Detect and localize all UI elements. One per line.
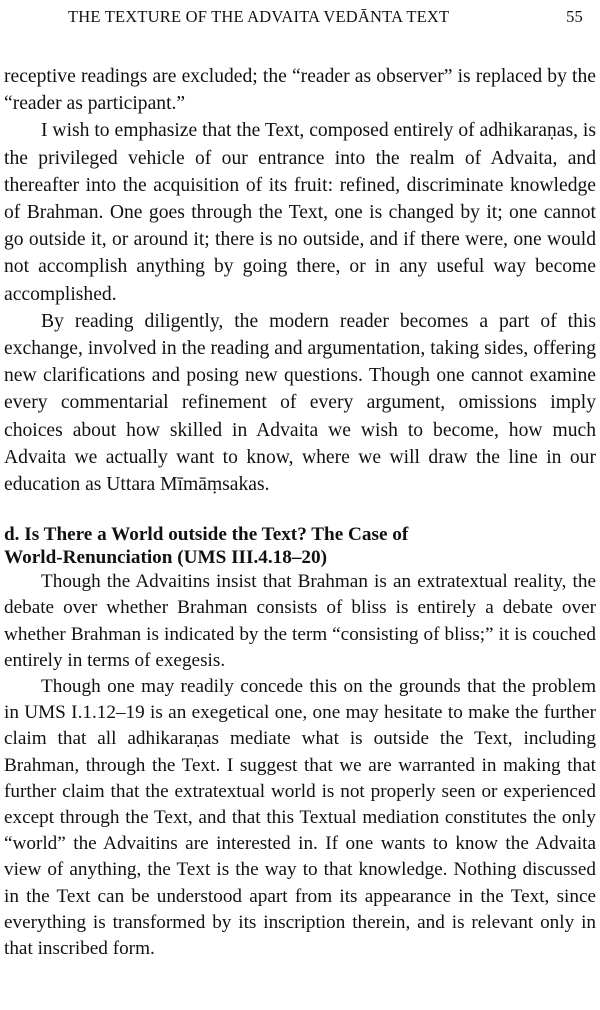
section-heading-line-1: d. Is There a World outside the Text? The Case of bbox=[4, 524, 409, 546]
paragraph-privileged-vehicle: I wish to emphasize that the Text, composed entirely of adhikaraṇas, is the privileged vehicle of our entrance into the realm of Advaita, and thereafter into the acquisition of its fruit: refined, discriminate knowledge of Brahman. One goes through the Text, one is changed by it; one cannot go outside it, or around it; there is no outside, and if there were, one would not accomplish anything by going there, or in any useful way become accomplished. bbox=[4, 120, 596, 305]
section-body bbox=[4, 569, 596, 962]
running-head: THE TEXTURE OF THE ADVAITA VEDĀNTA TEXT bbox=[68, 7, 450, 26]
section-heading-line-2: World-Renunciation (UMS III.4.18–20) bbox=[4, 547, 328, 569]
page-header bbox=[0, 6, 600, 28]
paragraph-continued: receptive readings are excluded; the “reader as observer” is replaced by the “reader as participant.” bbox=[4, 66, 596, 115]
paragraph-reading-diligently: By reading diligently, the modern reader becomes a part of this exchange, involved in the reading and argumentation, taking sides, offering new clarifications and posing new questions. Though one cannot examine every commentarial refinement of every argument, omissions imply choices about how skilled in Advaita we wish to become, how much Advaita we actually want to know, where we will draw the line in our education as Uttara Mīmāṃsakas. bbox=[4, 310, 596, 496]
page-number: 55 bbox=[566, 7, 583, 26]
page-body bbox=[4, 63, 596, 962]
paragraph-extratextual-reality: Though the Advaitins insist that Brahman is an extratextual reality, the debate over whether Brahman consists of bliss is entirely a debate over whether Brahman is indicated by the term “consisting of bliss;” it is couched entirely in terms of exegesis. bbox=[4, 571, 596, 671]
section-heading bbox=[4, 523, 596, 569]
paragraph-textual-mediation: Though one may readily concede this on the grounds that the problem in UMS I.1.12–19 is an exegetical one, one may hesitate to make the further claim that all adhikaraṇas mediate what is outside the Text, including Brahman, through the Text. I suggest that we are warranted in making that further claim that the extratextual world is not properly seen or experienced except through the Text, and that this Textual mediation constitutes the only “world” the Advaitins are interested in. If one wants to know the Advaita view of anything, the Text is the way to that knowledge. Nothing discussed in the Text can be understood apart from its appearance in the Text, since everything is transformed by its inscription therein, and is relevant only in that inscribed form. bbox=[4, 676, 596, 960]
